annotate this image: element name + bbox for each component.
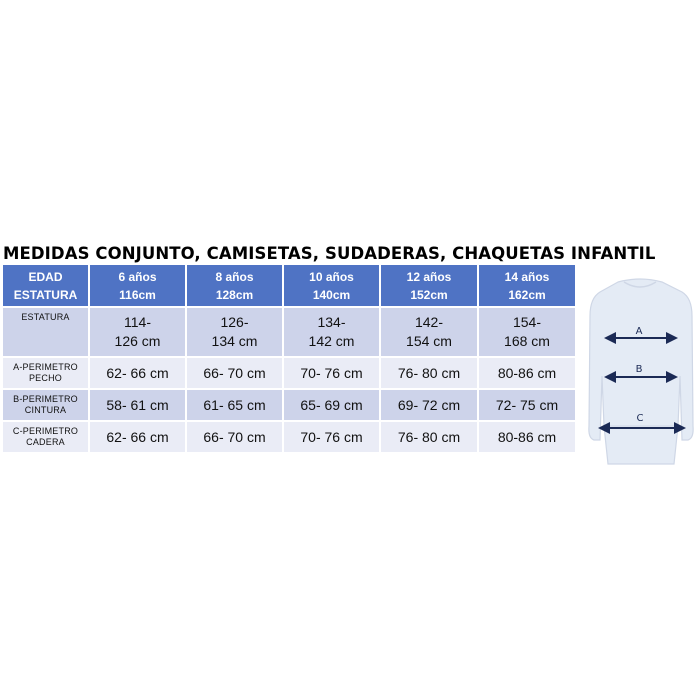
label-c: C bbox=[636, 413, 644, 424]
table-cell: 62- 66 cm bbox=[90, 422, 187, 454]
table-cell: 76- 80 cm bbox=[381, 358, 479, 390]
header-label-cell bbox=[3, 265, 90, 308]
table-cell: 61- 65 cm bbox=[187, 390, 284, 422]
table-cell bbox=[284, 308, 381, 358]
row-label-line1: C-PERIMETRO bbox=[12, 426, 79, 436]
table-cell: 70- 76 cm bbox=[284, 422, 381, 454]
table-cell: 80-86 cm bbox=[479, 422, 577, 454]
table-cell: 80-86 cm bbox=[479, 358, 577, 390]
table-cell bbox=[381, 308, 479, 358]
header-height: 128cm bbox=[215, 287, 254, 302]
cell-line: 126 cm bbox=[114, 333, 161, 349]
cell-line: 134- bbox=[317, 314, 346, 330]
header-age: 10 años bbox=[309, 269, 354, 284]
header-col-6 bbox=[90, 265, 187, 308]
table-cell bbox=[90, 308, 187, 358]
header-col-8 bbox=[187, 265, 284, 308]
header-label-line1: EDAD bbox=[28, 269, 63, 284]
header-height: 162cm bbox=[508, 287, 546, 302]
row-label-line1: B-PERIMETRO bbox=[13, 394, 78, 404]
row-label-line1: A-PERIMETRO bbox=[13, 362, 78, 372]
header-col-12 bbox=[381, 265, 479, 308]
table-cell bbox=[187, 308, 284, 358]
cell-line: 154- bbox=[512, 314, 542, 330]
cell-line: 114- bbox=[124, 314, 151, 330]
row-label bbox=[3, 390, 90, 422]
table-cell: 72- 75 cm bbox=[479, 390, 577, 422]
header-age: 6 años bbox=[118, 269, 157, 284]
header-age: 14 años bbox=[504, 269, 550, 284]
table-cell: 62- 66 cm bbox=[90, 358, 187, 390]
header-height: 140cm bbox=[312, 287, 351, 302]
table-cell: 66- 70 cm bbox=[187, 422, 284, 454]
cell-line: 154 cm bbox=[406, 333, 452, 349]
page-title: MEDIDAS CONJUNTO, CAMISETAS, SUDADERAS, CHAQUETAS INFANTIL bbox=[3, 244, 656, 263]
table-cell: 58- 61 cm bbox=[90, 390, 187, 422]
table-cell: 70- 76 cm bbox=[284, 358, 381, 390]
cell-line: 142- bbox=[414, 314, 444, 330]
row-label bbox=[3, 308, 90, 358]
row-label bbox=[3, 358, 90, 390]
header-row bbox=[3, 265, 577, 308]
header-age: 12 años bbox=[406, 269, 452, 284]
row-label-line1: ESTATURA bbox=[21, 312, 70, 322]
cell-line: 126- bbox=[220, 314, 249, 330]
row-label bbox=[3, 422, 90, 454]
row-label-line2: CADERA bbox=[26, 437, 65, 447]
header-age: 8 años bbox=[215, 269, 254, 284]
header-col-14 bbox=[479, 265, 577, 308]
size-chart-table bbox=[3, 265, 577, 454]
row-cintura bbox=[3, 390, 577, 422]
cell-line: 142 cm bbox=[308, 333, 355, 349]
table-cell: 65- 69 cm bbox=[284, 390, 381, 422]
table-cell: 76- 80 cm bbox=[381, 422, 479, 454]
header-height: 152cm bbox=[410, 287, 448, 302]
row-estatura bbox=[3, 308, 577, 358]
cell-line: 134 cm bbox=[211, 333, 258, 349]
row-cadera bbox=[3, 422, 577, 454]
row-label-line2: PECHO bbox=[28, 373, 62, 383]
table-cell: 66- 70 cm bbox=[187, 358, 284, 390]
table-cell bbox=[479, 308, 577, 358]
header-height: 116cm bbox=[119, 287, 156, 302]
table-cell: 69- 72 cm bbox=[381, 390, 479, 422]
header-label-line2: ESTATURA bbox=[13, 287, 78, 302]
row-pecho bbox=[3, 358, 577, 390]
label-b: B bbox=[635, 364, 643, 375]
row-label-line2: CINTURA bbox=[24, 405, 67, 415]
cell-line: 168 cm bbox=[504, 333, 550, 349]
garment-measurement-figure bbox=[584, 276, 696, 466]
label-a: A bbox=[635, 326, 643, 337]
header-col-10 bbox=[284, 265, 381, 308]
